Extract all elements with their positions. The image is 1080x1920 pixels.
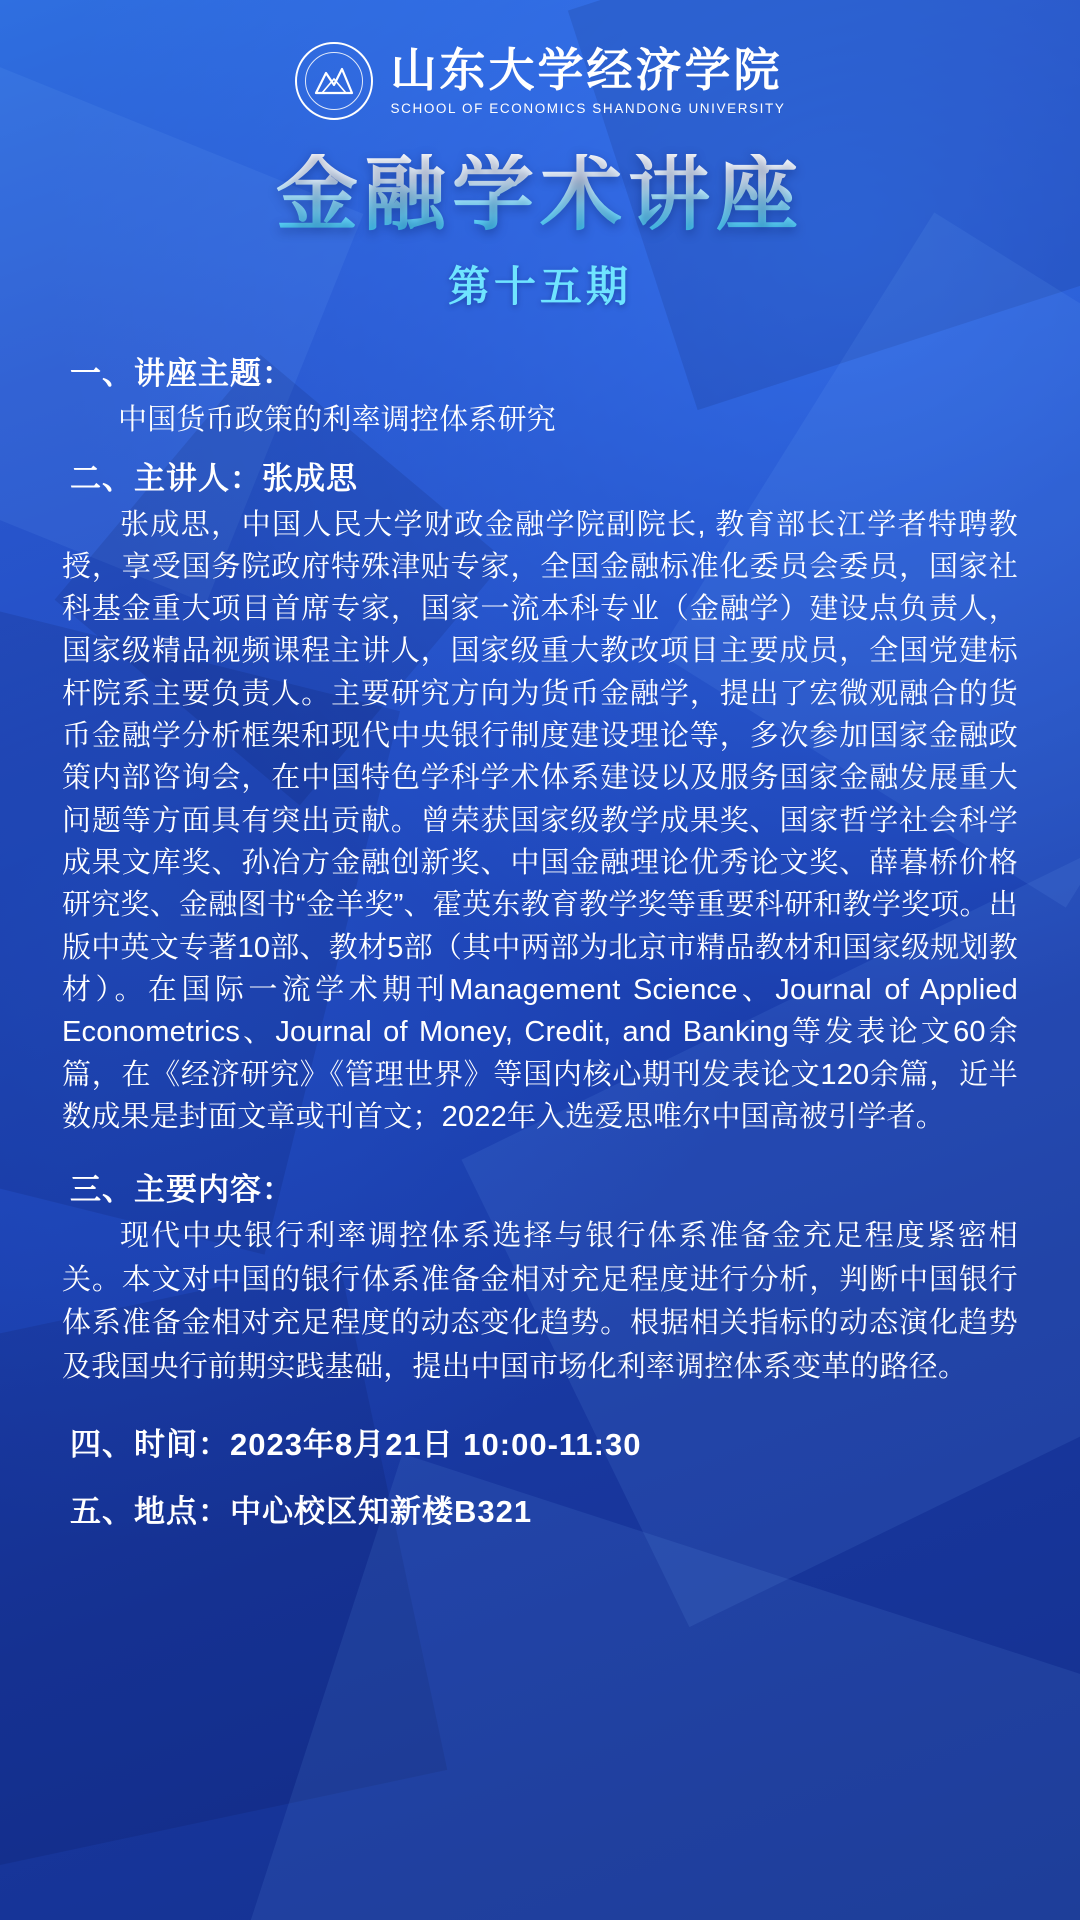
university-crest-icon xyxy=(295,42,373,120)
section-time-value: 2023年8月21日 10:00-11:30 xyxy=(230,1427,642,1463)
page-title: 金融学术讲座 xyxy=(62,154,1018,236)
section-content-text: 现代中央银行利率调控体系选择与银行体系准备金充足程度紧密相关。本文对中国的银行体系准备金相对充足程度进行分析，判断中国银行体系准备金相对充足程度的动态变化趋势。根据相关指标的动态演化趋势及我国央行前期实践基础，提出中国市场化利率调控体系变革的路径。 xyxy=(62,1220,1018,1383)
section-content xyxy=(62,1164,1018,1389)
logo-english-name: SCHOOL OF ECONOMICS SHANDONG UNIVERSITY xyxy=(390,101,786,117)
section-speaker-bio: 张成思，中国人民大学财政金融学院副院长, 教育部长江学者特聘教授，享受国务院政府特殊津贴专家，全国金融标准化委员会委员，国家社科基金重大项目首席专家，国家一流本科专业（金融学）建设点负责人，国家级精品视频课程主讲人，国家级重大教改项目主要成员，全国党建标杆院系主要负责人。主要研究方向为货币金融学，提出了宏微观融合的货币金融学分析框架和现代中央银行制度建设理论等，多次参加国家金融政策内部咨询会，在中国特色学科学术体系建设以及服务国家金融发展重大问题等方面具有突出贡献。曾荣获国家级教学成果奖、国家哲学社会科学成果文库奖、孙冶方金融创新奖、中国金融理论优秀论文奖、薛暮桥价格研究奖、金融图书“金羊奖”、霍英东教育教学奖等重要科研和教学奖项。出版中英文专著10部、教材5部（其中两部为北京市精品教材和国家级规划教材）。在国际一流学术期刊Management Science、Journal of Applied Econometrics、Journal of Money, Credit, and Banking等发表论文60余篇，在《经济研究》《管理世界》等国内核心期刊发表论文120余篇，近半数成果是封面文章或刊首文；2022年入选爱思唯尔中国高被引学者。 xyxy=(62,508,1018,1134)
logo-text xyxy=(391,46,786,117)
logo-chinese-name: 山东大学经济学院 xyxy=(390,44,783,96)
section-speaker-heading: 二、主讲人：张成思 xyxy=(70,460,358,496)
section-topic-text: 中国货币政策的利率调控体系研究 xyxy=(118,404,557,436)
section-topic-heading: 一、讲座主题： xyxy=(70,356,294,391)
sections xyxy=(62,348,1018,1531)
section-speaker xyxy=(62,453,1018,1139)
section-place xyxy=(70,1486,1018,1531)
section-time-label: 四、时间： xyxy=(70,1427,230,1463)
section-time xyxy=(70,1419,1018,1464)
section-place-label: 五、地点： xyxy=(70,1494,230,1530)
institution-logo xyxy=(62,0,1018,120)
section-place-value: 中心校区知新楼B321 xyxy=(230,1494,533,1530)
page-subtitle: 第十五期 xyxy=(447,263,632,310)
section-topic xyxy=(62,348,1018,443)
section-content-heading: 三、主要内容： xyxy=(70,1172,294,1208)
